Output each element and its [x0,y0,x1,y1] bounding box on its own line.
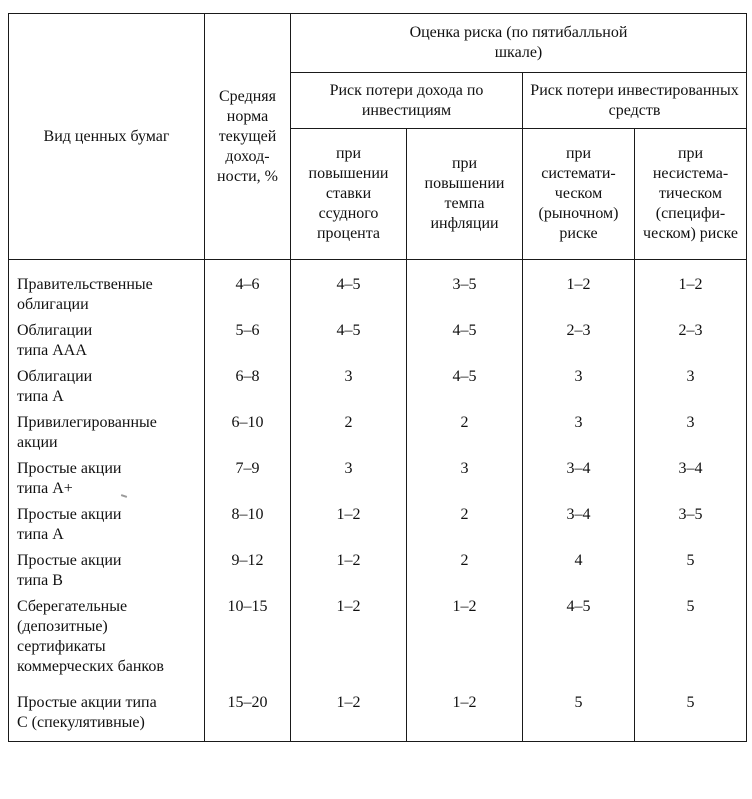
yield-value: 15–20 [205,683,291,742]
rate-risk-value: 1–2 [291,597,407,683]
systematic-risk-value: 5 [523,683,635,742]
header-interest-rate-increase: при повышении ставки ссудного процента [291,129,407,260]
inflation-risk-value: 4–5 [407,321,523,367]
risk-assessment-table [8,13,747,742]
unsystematic-risk-value: 3 [635,413,747,459]
systematic-risk-value: 3–4 [523,459,635,505]
header-systematic-risk: при системати-ческом (рыночном) риске [523,129,635,260]
rate-risk-value: 4–5 [291,260,407,322]
inflation-risk-value: 2 [407,551,523,597]
unsystematic-risk-value: 5 [635,597,747,683]
table-row [9,505,747,551]
rate-risk-value: 2 [291,413,407,459]
security-name: Привилегированные акции [9,413,205,459]
systematic-risk-value: 3–4 [523,505,635,551]
yield-value: 4–6 [205,260,291,322]
rate-risk-value: 3 [291,459,407,505]
yield-value: 8–10 [205,505,291,551]
rate-risk-value: 3 [291,367,407,413]
header-capital-loss-risk: Риск потери инвестированных средств [523,73,747,129]
systematic-risk-value: 1–2 [523,260,635,322]
yield-value: 9–12 [205,551,291,597]
security-name: Правительственные облигации [9,260,205,322]
unsystematic-risk-value: 3–4 [635,459,747,505]
yield-value: 5–6 [205,321,291,367]
yield-value: 10–15 [205,597,291,683]
inflation-risk-value: 1–2 [407,683,523,742]
inflation-risk-value: 3–5 [407,260,523,322]
inflation-risk-value: 1–2 [407,597,523,683]
table-header [9,14,747,260]
systematic-risk-value: 3 [523,413,635,459]
security-name: Сберегательные (депозитные) сертификаты коммерческих банков [9,597,205,683]
rate-risk-value: 1–2 [291,505,407,551]
systematic-risk-value: 4–5 [523,597,635,683]
security-name: Простые акции типа В [9,551,205,597]
security-name: Облигации типа А [9,367,205,413]
yield-value: 6–10 [205,413,291,459]
unsystematic-risk-value: 3 [635,367,747,413]
security-name: Простые акции типа А+ [9,459,205,505]
inflation-risk-value: 2 [407,505,523,551]
unsystematic-risk-value: 3–5 [635,505,747,551]
rate-risk-value: 1–2 [291,551,407,597]
table-body [9,260,747,742]
inflation-risk-value: 3 [407,459,523,505]
inflation-risk-value: 4–5 [407,367,523,413]
header-income-loss-risk: Риск потери дохода по инвестициям [291,73,523,129]
inflation-risk-value: 2 [407,413,523,459]
security-name: Облигации типа ААА [9,321,205,367]
table-row [9,551,747,597]
rate-risk-value: 1–2 [291,683,407,742]
table-row [9,413,747,459]
header-security-type: Вид ценных бумаг [9,14,205,260]
systematic-risk-value: 4 [523,551,635,597]
security-name: Простые акции типа А [9,505,205,551]
yield-value: 6–8 [205,367,291,413]
table-row [9,459,747,505]
systematic-risk-value: 3 [523,367,635,413]
header-unsystematic-risk: при несистема-тическом (специфи-ческом) риске [635,129,747,260]
systematic-risk-value: 2–3 [523,321,635,367]
table-row [9,683,747,742]
table-row [9,597,747,683]
unsystematic-risk-value: 5 [635,683,747,742]
yield-value: 7–9 [205,459,291,505]
unsystematic-risk-value: 1–2 [635,260,747,322]
unsystematic-risk-value: 5 [635,551,747,597]
security-name: Простые акции типа С (спекулятивные) [9,683,205,742]
table-row [9,260,747,322]
unsystematic-risk-value: 2–3 [635,321,747,367]
table-row [9,367,747,413]
header-inflation-increase: при повышении темпа инфляции [407,129,523,260]
table-row [9,321,747,367]
header-risk-assessment: Оценка риска (по пятибалльной шкале) [291,14,747,73]
header-average-yield: Средняя норма текущей доход-ности, % [205,14,291,260]
rate-risk-value: 4–5 [291,321,407,367]
